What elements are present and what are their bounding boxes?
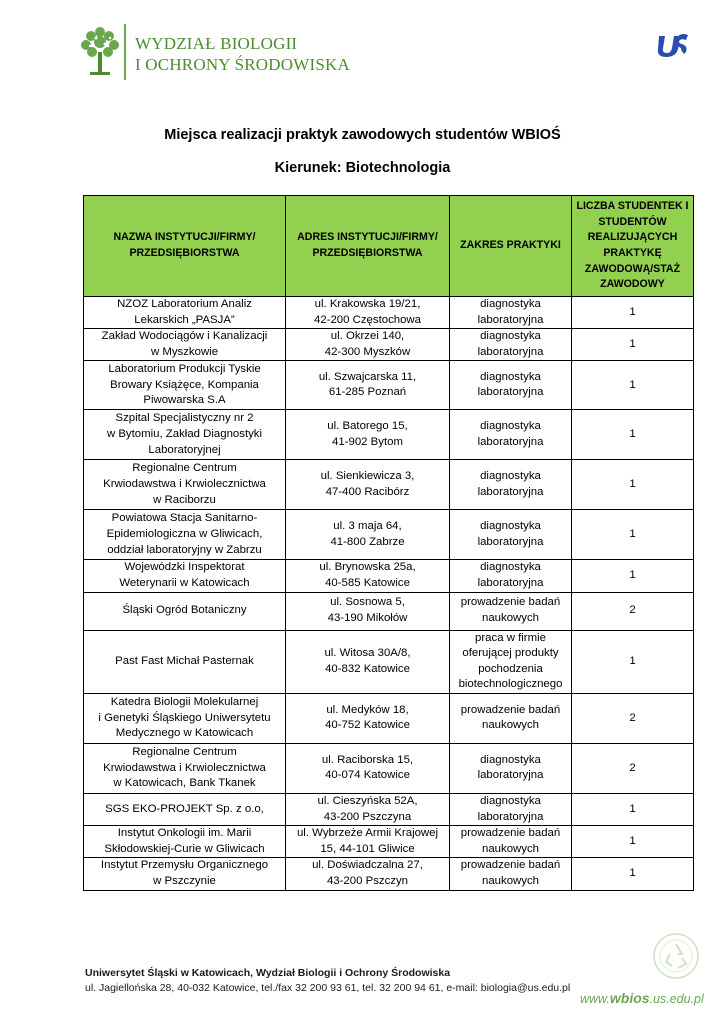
cell-internship-scope bbox=[450, 826, 572, 858]
cell-line: Epidemiologiczna w Gliwicach, bbox=[106, 528, 263, 541]
table-row bbox=[84, 460, 694, 510]
cell-internship-scope bbox=[450, 410, 572, 460]
table-row bbox=[84, 560, 694, 592]
cell-line: Lekarskich „PASJA” bbox=[134, 313, 235, 326]
cell-line: Browary Książęce, Kompania bbox=[110, 378, 259, 391]
cell-line: laboratoryjna bbox=[477, 576, 544, 589]
cell-student-count: 1 bbox=[572, 460, 694, 510]
cell-institution-address bbox=[286, 329, 450, 361]
cell-line: 43-190 Mikołów bbox=[327, 612, 408, 625]
cell-line: diagnostyka bbox=[480, 298, 541, 310]
cell-internship-scope bbox=[450, 510, 572, 560]
cell-line: Instytut Onkologii im. Marii bbox=[117, 827, 252, 840]
cell-internship-scope bbox=[450, 297, 572, 329]
cell-institution-address bbox=[286, 793, 450, 825]
cell-line: prowadzenie badań bbox=[460, 596, 561, 609]
cell-internship-scope bbox=[450, 560, 572, 592]
cell-institution-address bbox=[286, 297, 450, 329]
cell-line: 43-200 Pszczyn bbox=[326, 874, 409, 887]
cell-institution-name bbox=[84, 361, 286, 410]
cell-line: diagnostyka bbox=[480, 330, 541, 343]
cell-line: oddział laboratoryjny w Zabrzu bbox=[107, 543, 262, 556]
cell-line: Regionalne Centrum bbox=[132, 746, 237, 759]
cell-line: Past Fast Michał Pasternak bbox=[115, 654, 254, 667]
cell-internship-scope bbox=[450, 743, 572, 793]
cell-student-count: 1 bbox=[572, 297, 694, 329]
cell-line: Instytut Przemysłu Organicznego bbox=[100, 859, 269, 872]
cell-line: naukowych bbox=[482, 719, 539, 732]
tree-logo-icon bbox=[78, 24, 122, 76]
cell-line: Katedra Biologii Molekularnej bbox=[110, 696, 259, 709]
cell-line: 47-400 Racibórz bbox=[325, 485, 410, 498]
cell-line: Medycznego w Katowicach bbox=[115, 727, 254, 740]
cell-line: Krwiodawstwa i Krwiolecznictwa bbox=[103, 478, 266, 491]
cell-institution-address bbox=[286, 460, 450, 510]
cell-line: 40-752 Katowice bbox=[325, 719, 410, 732]
cell-internship-scope bbox=[450, 592, 572, 630]
cell-institution-address bbox=[286, 361, 450, 410]
cell-institution-name bbox=[84, 592, 286, 630]
cell-internship-scope bbox=[450, 793, 572, 825]
cell-internship-scope bbox=[450, 460, 572, 510]
cell-line: w Raciborzu bbox=[153, 493, 216, 506]
page-header bbox=[0, 0, 725, 95]
university-logo-icon bbox=[657, 32, 689, 58]
cell-institution-name bbox=[84, 510, 286, 560]
cell-institution-name bbox=[84, 793, 286, 825]
cell-line: diagnostyka bbox=[480, 753, 541, 766]
cell-internship-scope bbox=[450, 630, 572, 693]
cell-line: ul. Sienkiewicza 3, bbox=[320, 470, 415, 483]
cell-line: Weterynarii w Katowicach bbox=[119, 576, 250, 589]
cell-internship-scope bbox=[450, 693, 572, 743]
cell-line: Wojewódzki Inspektorat bbox=[124, 561, 245, 574]
cell-institution-address bbox=[286, 410, 450, 460]
faculty-name-line2: I OCHRONY ŚRODOWISKA bbox=[135, 55, 350, 74]
cell-student-count: 1 bbox=[572, 858, 694, 890]
cell-institution-name bbox=[84, 630, 286, 693]
cell-line: laboratoryjna bbox=[477, 535, 544, 548]
table-row bbox=[84, 793, 694, 825]
cell-line: ul. Brynowska 25a, bbox=[319, 561, 416, 574]
table-row bbox=[84, 297, 694, 329]
cell-line: ul. 3 maja 64, bbox=[333, 520, 402, 533]
recycle-seal-icon bbox=[652, 932, 700, 980]
cell-line: laboratoryjna bbox=[477, 313, 544, 326]
cell-institution-name bbox=[84, 410, 286, 460]
cell-line: Krwiodawstwa i Krwiolecznictwa bbox=[103, 761, 266, 774]
footer-contact: ul. Jagiellońska 28, 40-032 Katowice, tel./fax 32 200 93 61, tel. 32 200 94 61, e-mail: biologia@us.edu.pl bbox=[85, 982, 571, 994]
cell-line: diagnostyka bbox=[480, 561, 541, 574]
cell-line: prowadzenie badań bbox=[460, 827, 561, 840]
table-row bbox=[84, 329, 694, 361]
cell-institution-name bbox=[84, 297, 286, 329]
cell-line: ul. Szwajcarska 11, bbox=[318, 370, 417, 383]
cell-student-count: 1 bbox=[572, 510, 694, 560]
cell-line: naukowych bbox=[482, 842, 539, 855]
cell-line: laboratoryjna bbox=[477, 810, 544, 823]
cell-line: ul. Okrzei 140, bbox=[330, 330, 405, 343]
table-row bbox=[84, 743, 694, 793]
cell-line: 41-800 Zabrze bbox=[330, 535, 405, 548]
cell-line: Regionalne Centrum bbox=[132, 462, 237, 475]
cell-line: 41-902 Bytom bbox=[332, 435, 403, 448]
cell-line: 40-074 Katowice bbox=[325, 769, 410, 782]
cell-institution-address bbox=[286, 560, 450, 592]
cell-line: Skłodowskiej-Curie w Gliwicach bbox=[104, 842, 265, 855]
cell-line: naukowych bbox=[482, 874, 539, 887]
cell-institution-name bbox=[84, 826, 286, 858]
document-title: Miejsca realizacji praktyk zawodowych studentów WBIOŚ bbox=[164, 127, 561, 143]
cell-institution-address bbox=[286, 693, 450, 743]
cell-line: laboratoryjna bbox=[477, 485, 544, 498]
cell-institution-name bbox=[84, 560, 286, 592]
cell-line: ul. Raciborska 15, bbox=[321, 753, 414, 766]
cell-line: w Bytomiu, Zakład Diagnostyki bbox=[106, 428, 263, 441]
header-divider bbox=[124, 24, 126, 80]
table-header-row bbox=[84, 196, 694, 297]
faculty-name-line1: WYDZIAŁ BIOLOGII bbox=[135, 34, 298, 53]
cell-line: pochodzenia bbox=[478, 662, 543, 675]
cell-line: 40-585 Katowice bbox=[325, 576, 410, 589]
website-suffix: .us.edu.pl bbox=[649, 992, 704, 1006]
table-row bbox=[84, 592, 694, 630]
cell-institution-name bbox=[84, 329, 286, 361]
cell-line: ul. Witosa 30A/8, bbox=[324, 647, 411, 660]
table-body bbox=[84, 297, 694, 891]
cell-line: NZOZ Laboratorium Analiz bbox=[117, 298, 252, 310]
cell-line: ul. Sosnowa 5, bbox=[330, 596, 405, 609]
cell-institution-address bbox=[286, 630, 450, 693]
cell-line: diagnostyka bbox=[480, 420, 541, 433]
cell-institution-address bbox=[286, 592, 450, 630]
cell-line: 42-300 Myszków bbox=[324, 345, 411, 358]
cell-student-count: 2 bbox=[572, 592, 694, 630]
header-internship-scope: ZAKRES PRAKTYKI bbox=[450, 196, 572, 297]
cell-institution-name bbox=[84, 693, 286, 743]
document-subtitle: Kierunek: Biotechnologia bbox=[274, 160, 451, 176]
cell-student-count: 1 bbox=[572, 826, 694, 858]
cell-line: prowadzenie badań bbox=[460, 703, 561, 716]
table-row bbox=[84, 510, 694, 560]
table-row bbox=[84, 858, 694, 890]
cell-line: laboratoryjna bbox=[477, 345, 544, 358]
cell-line: Zakład Wodociągów i Kanalizacji bbox=[101, 330, 268, 343]
cell-student-count: 1 bbox=[572, 560, 694, 592]
cell-line: 15, 44-101 Gliwice bbox=[320, 842, 415, 855]
cell-student-count: 2 bbox=[572, 693, 694, 743]
table-row bbox=[84, 826, 694, 858]
cell-line: SGS EKO-PROJEKT Sp. z o.o, bbox=[105, 802, 264, 815]
cell-institution-address bbox=[286, 510, 450, 560]
footer bbox=[85, 966, 570, 996]
table-row bbox=[84, 410, 694, 460]
cell-internship-scope bbox=[450, 329, 572, 361]
cell-line: w Katowicach, Bank Tkanek bbox=[113, 777, 256, 790]
cell-line: Śląski Ogród Botaniczny bbox=[122, 604, 247, 617]
cell-line: biotechnologicznego bbox=[458, 678, 563, 691]
cell-institution-name bbox=[84, 743, 286, 793]
header-student-count: LICZBA STUDENTEK I STUDENTÓW REALIZUJĄCYCH PRAKTYKĘ ZAWODOWĄ/STAŻ ZAWODOWY bbox=[572, 196, 694, 297]
cell-student-count: 1 bbox=[572, 361, 694, 410]
cell-line: diagnostyka bbox=[480, 470, 541, 483]
cell-line: diagnostyka bbox=[480, 520, 541, 533]
cell-line: 42-200 Częstochowa bbox=[313, 313, 421, 326]
cell-internship-scope bbox=[450, 858, 572, 890]
footer-university: Uniwersytet Śląski w Katowicach, Wydział Biologii i Ochrony Środowiska bbox=[85, 967, 451, 979]
cell-line: ul. Medyków 18, bbox=[326, 703, 409, 716]
cell-line: i Genetyki Śląskiego Uniwersytetu bbox=[98, 711, 271, 724]
website-link[interactable] bbox=[580, 990, 704, 1006]
cell-line: 61-285 Poznań bbox=[328, 386, 407, 399]
cell-internship-scope bbox=[450, 361, 572, 410]
table-row bbox=[84, 693, 694, 743]
cell-line: 43-200 Pszczyna bbox=[323, 810, 412, 823]
cell-student-count: 2 bbox=[572, 743, 694, 793]
cell-line: Szpital Specjalistyczny nr 2 bbox=[115, 412, 254, 425]
cell-line: naukowych bbox=[482, 612, 539, 625]
cell-line: laboratoryjna bbox=[477, 769, 544, 782]
cell-line: Powiatowa Stacja Sanitarno- bbox=[111, 512, 258, 525]
cell-line: diagnostyka bbox=[480, 370, 541, 383]
cell-institution-address bbox=[286, 858, 450, 890]
cell-line: prowadzenie badań bbox=[460, 859, 561, 872]
table-row bbox=[84, 361, 694, 410]
table-row bbox=[84, 630, 694, 693]
cell-student-count: 1 bbox=[572, 793, 694, 825]
cell-line: oferującej produkty bbox=[462, 647, 559, 660]
cell-student-count: 1 bbox=[572, 410, 694, 460]
cell-line: w Myszkowie bbox=[150, 345, 219, 358]
cell-line: diagnostyka bbox=[480, 794, 541, 807]
cell-institution-address bbox=[286, 743, 450, 793]
cell-line: laboratoryjna bbox=[477, 386, 544, 399]
cell-line: ul. Cieszyńska 52A, bbox=[317, 794, 418, 807]
cell-line: Piwowarska S.A bbox=[143, 394, 226, 407]
faculty-name bbox=[135, 33, 350, 75]
cell-line: ul. Doświadczalna 27, bbox=[312, 859, 423, 872]
cell-student-count: 1 bbox=[572, 630, 694, 693]
cell-student-count: 1 bbox=[572, 329, 694, 361]
cell-line: ul. Batorego 15, bbox=[327, 420, 408, 433]
cell-line: ul. Krakowska 19/21, bbox=[314, 298, 421, 310]
cell-institution-name bbox=[84, 460, 286, 510]
cell-institution-address bbox=[286, 826, 450, 858]
website-domain: wbios bbox=[609, 990, 650, 1006]
cell-line: w Pszczynie bbox=[153, 874, 216, 887]
website-prefix: www. bbox=[580, 992, 610, 1006]
cell-line: ul. Wybrzeże Armii Krajowej bbox=[296, 827, 439, 840]
internship-table bbox=[83, 195, 694, 891]
cell-line: 40-832 Katowice bbox=[325, 662, 410, 675]
cell-line: Laboratoryjnej bbox=[148, 443, 221, 456]
cell-line: laboratoryjna bbox=[477, 435, 544, 448]
header-institution-name: NAZWA INSTYTUCJI/FIRMY/ PRZEDSIĘBIORSTWA bbox=[84, 196, 286, 297]
header-institution-address: ADRES INSTYTUCJI/FIRMY/ PRZEDSIĘBIORSTWA bbox=[286, 196, 450, 297]
cell-line: praca w firmie bbox=[475, 631, 546, 644]
cell-institution-name bbox=[84, 858, 286, 890]
cell-line: Laboratorium Produkcji Tyskie bbox=[108, 362, 261, 375]
